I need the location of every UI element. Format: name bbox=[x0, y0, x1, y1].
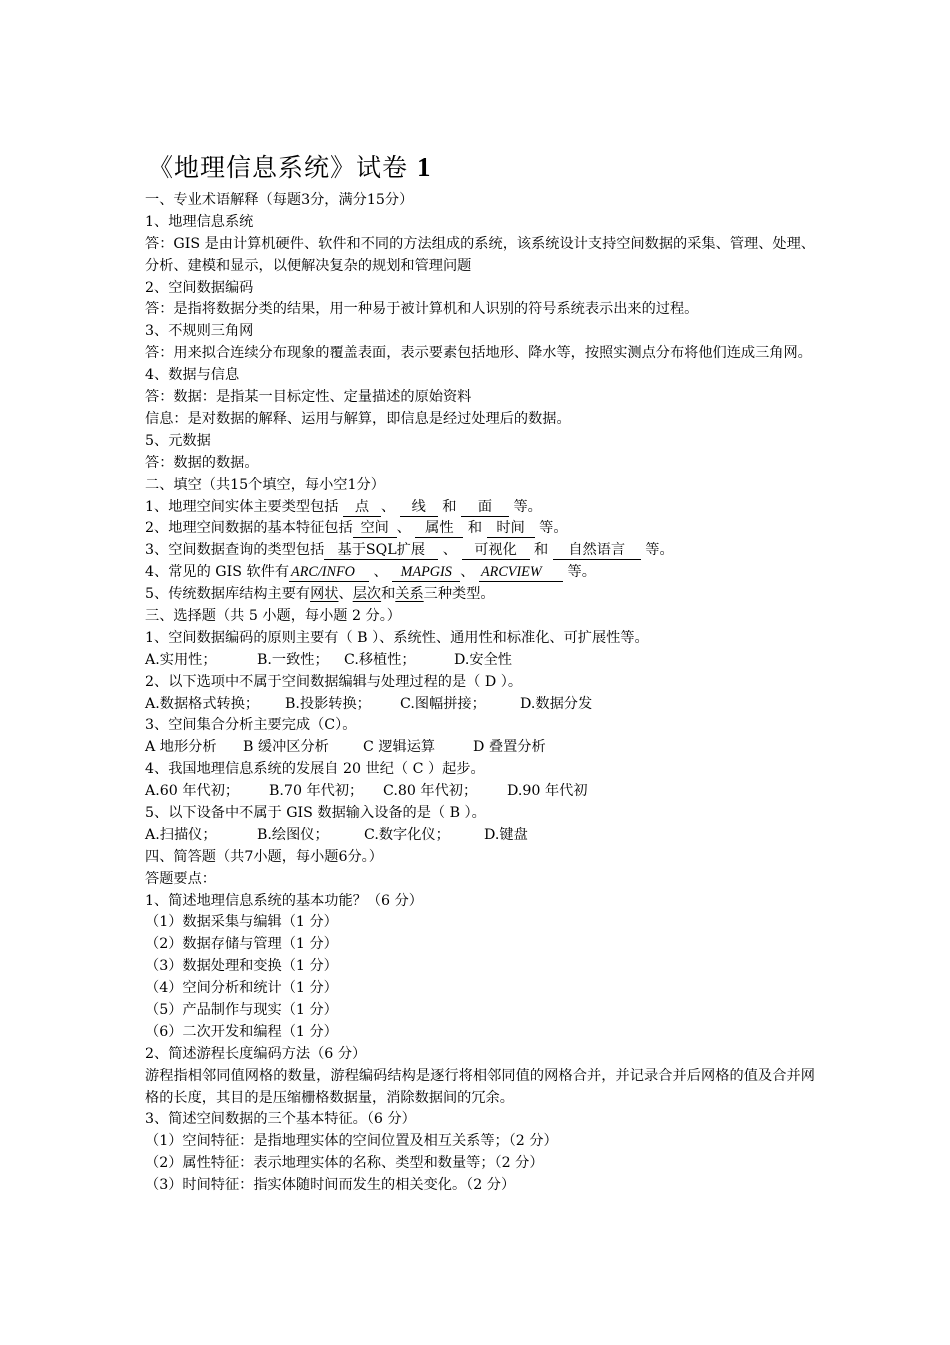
choice-option: C.数字化仪； bbox=[364, 826, 450, 843]
exam-body bbox=[145, 190, 815, 1197]
short-answer-question: 3、简述空间数据的三个基本特征。（6 分） bbox=[145, 1111, 416, 1128]
choice-option: B.投影转换； bbox=[285, 695, 371, 712]
fill-blank-answer: 点 bbox=[343, 498, 381, 517]
fill-blank-separator: 、 bbox=[442, 542, 457, 559]
choice-options bbox=[145, 781, 815, 803]
exam-title-number: 1 bbox=[416, 152, 432, 182]
choice-options bbox=[145, 650, 815, 672]
choice-option: B 缓冲区分析 bbox=[243, 739, 329, 756]
fill-blank-separator: 和 bbox=[381, 586, 396, 603]
fill-blank-answer: 自然语言 bbox=[553, 541, 641, 560]
choice-option: D.键盘 bbox=[484, 826, 528, 843]
term-answer: 答：GIS 是由计算机硬件、软件和不同的方法组成的系统，该系统设计支持空间数据的采集、管理、处理、分析、建模和显示，以便解决复杂的规划和管理问题 bbox=[145, 235, 815, 274]
choice-option: D 叠置分析 bbox=[473, 739, 546, 756]
fill-blank-separator: 、 bbox=[338, 586, 353, 603]
fill-blank-answer: ARC/INFO bbox=[289, 563, 369, 582]
choice-question: 1、空间数据编码的原则主要有（ B ）、系统性、通用性和标准化、可扩展性等。 bbox=[145, 629, 649, 646]
fill-blank-separator: 和 bbox=[467, 520, 483, 537]
fill-blank-answer: 时间 bbox=[487, 519, 535, 538]
choice-option: C 逻辑运算 bbox=[363, 739, 436, 756]
choice-option: A.60 年代初； bbox=[145, 783, 240, 800]
choice-option: C.80 年代初； bbox=[383, 783, 478, 800]
fill-blank-suffix: 等。 bbox=[567, 564, 596, 581]
choice-option: B.70 年代初； bbox=[269, 783, 364, 800]
answer-point: （3）时间特征：指实体随时间而发生的相关变化。（2 分） bbox=[145, 1177, 516, 1194]
choice-option: A.实用性； bbox=[145, 651, 217, 668]
section2-heading: 二、填空（共15个填空，每小空1分） bbox=[145, 476, 385, 493]
fill-blank-separator: 和 bbox=[442, 498, 457, 515]
fill-blank-suffix: 等。 bbox=[513, 498, 542, 515]
fill-blank-separator: 、 bbox=[373, 564, 388, 581]
choice-option: D.数据分发 bbox=[520, 695, 593, 712]
answer-point: （2）数据存储与管理（1 分） bbox=[145, 936, 338, 953]
exam-title bbox=[148, 148, 431, 184]
term-question: 2、空间数据编码 bbox=[145, 279, 254, 296]
fill-blank-answer: 空间 bbox=[353, 519, 397, 538]
fill-blank-suffix: 三种类型。 bbox=[423, 586, 495, 603]
fill-blank-suffix: 等。 bbox=[645, 542, 674, 559]
term-answer: 答：用来拟合连续分布现象的覆盖表面，表示要素包括地形、降水等，按照实测点分布将他们连成三角网。 bbox=[145, 345, 812, 362]
term-answer: 答：数据：是指某一目标定性、定量描述的原始资料 bbox=[145, 389, 472, 406]
short-answer-question: 1、简述地理信息系统的基本功能？（6 分） bbox=[145, 892, 423, 909]
answer-point: （5）产品制作与现实（1 分） bbox=[145, 1002, 338, 1018]
term-question: 3、不规则三角网 bbox=[145, 323, 254, 340]
fill-blank-question bbox=[145, 540, 815, 562]
answer-point: （4）空间分析和统计（1 分） bbox=[145, 980, 338, 997]
exam-title-text: 《地理信息系统》试卷 bbox=[148, 153, 409, 182]
fill-blank-answer: 属性 bbox=[415, 519, 463, 538]
choice-option: A.扫描仪； bbox=[145, 826, 217, 843]
fill-blank-question bbox=[145, 497, 815, 519]
fill-blank-answer: 关系 bbox=[395, 586, 424, 603]
section3-heading: 三、选择题（共 5 小题，每小题 2 分。） bbox=[145, 607, 401, 624]
choice-option: C.移植性； bbox=[344, 651, 416, 668]
choice-question: 5、以下设备中不属于 GIS 数据输入设备的是（ B ）。 bbox=[145, 804, 486, 821]
answer-point: （1）数据采集与编辑（1 分） bbox=[145, 914, 338, 931]
fill-blank-answer: ARCVIEW bbox=[479, 563, 563, 582]
short-answer-question: 2、简述游程长度编码方法（6 分） bbox=[145, 1045, 367, 1062]
choice-option: C.图幅拼接； bbox=[400, 695, 486, 712]
fill-blank-answer: MAPGIS bbox=[392, 563, 460, 582]
fill-blank-question bbox=[145, 584, 815, 606]
answer-point: （6）二次开发和编程（1 分） bbox=[145, 1023, 338, 1040]
choice-option: D.90 年代初 bbox=[507, 783, 588, 800]
fill-blank-answer: 面 bbox=[461, 498, 509, 517]
choice-option: A 地形分析 bbox=[145, 739, 217, 756]
term-answer: 答：是指将数据分类的结果，用一种易于被计算机和人识别的符号系统表示出来的过程。 bbox=[145, 301, 699, 318]
choice-question: 3、空间集合分析主要完成（C）。 bbox=[145, 717, 357, 734]
fill-blank-separator: 、 bbox=[396, 520, 411, 537]
term-question: 1、地理信息系统 bbox=[145, 213, 254, 230]
fill-blank-separator: 、 bbox=[460, 564, 475, 581]
term-answer: 答：数据的数据。 bbox=[145, 454, 259, 471]
term-answer-continued: 信息：是对数据的解释、运用与解算，即信息是经过处理后的数据。 bbox=[145, 410, 571, 427]
fill-blank-prefix: 3、空间数据查询的类型包括 bbox=[145, 542, 325, 559]
fill-blank-question bbox=[145, 518, 815, 540]
fill-blank-answer: 可视化 bbox=[462, 541, 530, 560]
choice-question: 4、我国地理信息系统的发展自 20 世纪（ C ）起步。 bbox=[145, 761, 485, 778]
fill-blank-answer: 线 bbox=[400, 498, 438, 517]
choice-option: B.一致性； bbox=[257, 651, 329, 668]
fill-blank-prefix: 2、地理空间数据的基本特征包括 bbox=[145, 520, 353, 537]
section1-heading: 一、专业术语解释（每题3分，满分15分） bbox=[145, 192, 414, 208]
fill-blank-answer: 层次 bbox=[352, 586, 382, 603]
section4-heading: 四、简答题（共7小题，每小题6分。） bbox=[145, 848, 383, 865]
choice-options bbox=[145, 694, 815, 716]
answer-point: （3）数据处理和变换（1 分） bbox=[145, 958, 338, 975]
fill-blank-answer: 网状 bbox=[310, 586, 339, 603]
fill-blank-separator: 和 bbox=[534, 542, 549, 559]
choice-question: 2、以下选项中不属于空间数据编辑与处理过程的是（ D ）。 bbox=[145, 673, 523, 690]
section4-subheading: 答题要点： bbox=[145, 870, 216, 887]
choice-option: D.安全性 bbox=[454, 651, 512, 668]
answer-point: （1）空间特征：是指地理实体的空间位置及相互关系等；（2 分） bbox=[145, 1133, 558, 1150]
fill-blank-question bbox=[145, 562, 815, 584]
term-question: 5、元数据 bbox=[145, 432, 211, 449]
fill-blank-prefix: 4、常见的 GIS 软件有 bbox=[145, 564, 290, 581]
choice-options bbox=[145, 737, 815, 759]
fill-blank-suffix: 等。 bbox=[539, 520, 568, 537]
term-question: 4、数据与信息 bbox=[145, 367, 240, 384]
answer-point: （2）属性特征：表示地理实体的名称、类型和数量等；（2 分） bbox=[145, 1155, 544, 1172]
choice-options bbox=[145, 825, 815, 847]
fill-blank-prefix: 1、地理空间实体主要类型包括 bbox=[145, 498, 339, 515]
choice-option: B.绘图仪； bbox=[257, 826, 329, 843]
choice-option: A.数据格式转换； bbox=[145, 695, 260, 712]
fill-blank-separator: 、 bbox=[380, 498, 396, 515]
short-answer-text: 游程指相邻同值网格的数量，游程编码结构是逐行将相邻同值的网格合并，并记录合并后网格的值及合并网格的长度，其目的是压缩栅格数据量，消除数据间的冗余。 bbox=[145, 1067, 815, 1106]
fill-blank-prefix: 5、传统数据库结构主要有 bbox=[145, 586, 311, 603]
fill-blank-answer: 基于SQL扩展 bbox=[324, 541, 438, 560]
